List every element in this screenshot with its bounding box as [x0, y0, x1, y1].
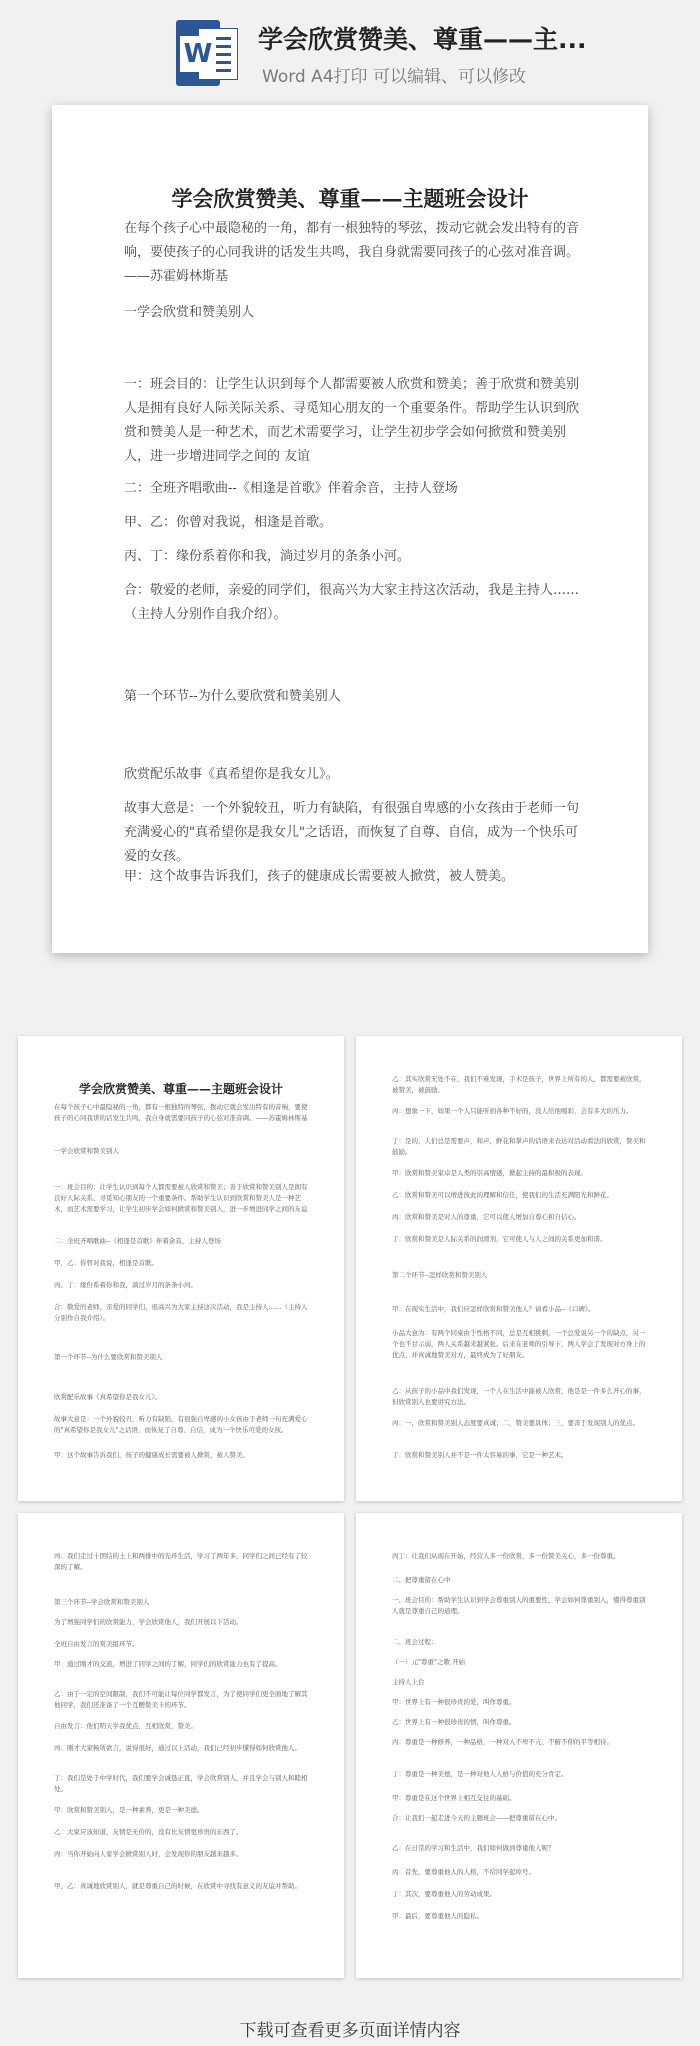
thumbnail-paragraph: 自由发言：他们明天学我优点，互相欣赏，赞美。: [54, 1722, 197, 1730]
thumbnail-paragraph: 乙：欣赏和赞美可以增进彼此的理解和信任，使我们的生活充满阳光和鲜花。: [392, 1191, 613, 1199]
thumbnail-paragraph: 丁：欣赏和赞美别人并不是一件太容易的事，它是一种艺术。: [392, 1451, 568, 1459]
thumbnail-paragraph: 乙：其实欣赏无处不在，我们不难发现，手术是孩子，世界上所有的人，都需要被欣赏，被赞美，被鼓励。: [392, 1075, 646, 1094]
thumbnail-paragraph: （一）元"尊重"之歌 开始: [392, 1658, 466, 1666]
thumbnail-paragraph: 一、班会目的：帮助学生认识到学会尊重别人的重要性，学会如何尊重别人，懂得尊重别人就是尊重自己的道理。: [392, 1596, 646, 1615]
thumbnail-paragraph: 合：让我们一起走进今天的主题班会——把尊重留在心中。: [392, 1814, 561, 1822]
thumbnail-paragraph: 为了增强同学们的欣赏能力，学会欣赏他人，我们开展以下活动。: [54, 1618, 243, 1626]
page-thumbnail-3[interactable]: [18, 1513, 344, 1978]
thumbnail-paragraph: 丙：尊重是一种修养，一种品格，一种对人不卑不亢、不俯不仰的平等相待。: [392, 1738, 613, 1746]
page-title: 学会欣赏赞美、尊重——主题班会设计: [171, 186, 529, 211]
epigraph-paragraph: 在每个孩子心中最隐秘的一角，都有一根独特的琴弦，拨动它就会发出特有的音响，要使孩子的心同我讲的话发生共鸣，我自身就需要同孩子的心弦对准音调。——苏霍姆林斯基: [124, 221, 580, 284]
thumbnail-paragraph: 乙：由于一定的空间限制，我们不可能让每位同学都发言，为了使同学们更全面地了解其他同学，我们还准备了一个互赠赞美卡的环节。: [54, 1690, 308, 1709]
body-paragraph: 甲、乙：你曾对我说，相逢是首歌。: [124, 515, 333, 530]
thumbnail-paragraph: 丙：我们走过十团结的土上和两排中的光环生活，学习了两年多，同学们之间已经有了较深的了解。: [54, 1552, 308, 1571]
thumbnail-paragraph: 乙：世界上有一种很珍贵的情，叫作尊重。: [392, 1718, 516, 1726]
header: [0, 0, 700, 100]
body-paragraph: 一：班会目的：让学生认识到每个人都需要被人欣赏和赞美；善于欣赏和赞美别人是拥有良好人际关际关系、寻觅知心朋友的一个重要条件。帮助学生认识到欣赏和赞美人是一种艺术，而艺术需要学习，让学生初步学会如何掀赏和赞美别人，进一步增进同学之间的 友谊: [124, 377, 580, 464]
thumbnail-paragraph: 丁：欣赏和赞美是人际关系的润滑剂，它可使人与人之间的关系更加和谐。: [392, 1235, 607, 1243]
thumbnail-paragraph: 在每个孩子心中最隐秘的一角，都有一根独特的琴弦，拨动它就会发出特有的音响，要使孩子的心同我讲的话发生共鸣，我自身就需要同孩子的心弦对准音调。——苏霍姆林斯基: [54, 1103, 308, 1122]
word-document-icon: W: [176, 20, 238, 86]
body-paragraph: 二：全班齐唱歌曲--《相逢是首歌》伴着余音，主持人登场: [124, 481, 458, 496]
section-heading: 第一个环节--为什么要欣赏和赞美别人: [124, 689, 341, 704]
thumbnail-paragraph: 乙：大家应该知道，友情是无价的，没有比友情更珍贵的东西了。: [54, 1828, 243, 1836]
body-paragraph: 丙、丁：缘份系着你和我，淌过岁月的条条小河。: [124, 549, 411, 564]
thumbnail-paragraph: 全班自由发言的赏美组环节。: [54, 1640, 139, 1648]
thumbnail-paragraph: 主持人上台: [392, 1678, 425, 1686]
thumbnail-paragraph: 欣赏配乐故事《真希望你是我女儿》。: [54, 1393, 162, 1401]
thumbnail-paragraph: 甲、乙：你曾对我说，相逢是首歌。: [54, 1259, 158, 1267]
thumbnail-paragraph: 第三个环节--学会欣赏和赞美别人: [54, 1598, 150, 1606]
thumbnail-paragraph: 丁：其次，要尊重他人的劳动成果。: [392, 1890, 496, 1898]
document-title: 学会欣赏赞美、尊重——主...: [258, 25, 587, 54]
thumbnail-paragraph: 甲：尊重是在这个世界上相互交往的基础。: [392, 1794, 516, 1802]
thumbnail-paragraph: 甲：世界上有一种很珍贵的爱，叫作尊重。: [392, 1698, 516, 1706]
thumbnail-paragraph: 乙：在日常的学习和生活中，我们如何做到尊重他人呢？: [392, 1844, 555, 1852]
thumbnail-paragraph: 甲：这个故事告诉我们，孩子的健康成长需要被人掀赏，被人赞美。: [54, 1451, 249, 1459]
thumbnail-paragraph: 二、把尊重留在心中: [392, 1576, 451, 1584]
main-preview-page[interactable]: [52, 105, 648, 953]
thumbnail-paragraph: 二：全班齐唱歌曲--《相逢是首歌》伴着余音，主持人登场: [54, 1237, 221, 1245]
thumbnail-paragraph: 丁：我们是处于中学时代，我们要学会诚恳正直，学会欣赏别人，并且学会与别人和睦相处。: [54, 1774, 308, 1793]
thumbnail-paragraph: 一：班会目的：让学生认识到每个人都需要被人欣赏和赞美；善于欣赏和赞美别人是拥有良好人际关系、寻觅知心朋友的一个重要条件。帮助学生认识到欣赏和赞美人是一种艺术，而艺术需要学习，让学生初步学会如何掀赏和赞美别人，进一步增进同学之间的友谊: [54, 1183, 308, 1213]
thumbnail-paragraph: 甲：通过刚才的交流，增进了同学之间的了解，同学们的欣赏能力也有了提高。: [54, 1660, 282, 1668]
thumbnail-paragraph: 丙：欣赏和赞美是对人的尊重，它可以使人增加自尊心和自信心。: [392, 1213, 581, 1221]
thumbnail-paragraph: 丁：是的，人们总是需要声，和声，鲜花和掌声的话语来表达对活动看法的欣赏，赞美和鼓励。: [392, 1137, 646, 1156]
thumbnail-paragraph: 故事大意是：一个外貌较丑，听力有缺陷，有很强自卑感的小女孩由于老师一句充满爱心的"真希望你是我女儿"之话语，而恢复了自尊、自信，成为一个快乐可爱的女孩。: [54, 1415, 308, 1434]
thumbnail-paragraph: 一学会欣赏和赞美别人: [54, 1147, 119, 1155]
thumbnail-paragraph: 丙、丁：缘份系着你和我，淌过岁月的条条小河。: [54, 1281, 197, 1289]
body-paragraph: 欣赏配乐故事《真希望你是我女儿》。: [124, 767, 339, 782]
thumbnail-paragraph: 丙丁：让我们从现在开始，经营人多一份欣赏，多一份赞美关心，多一份尊重。: [392, 1552, 620, 1560]
page-thumbnail-4[interactable]: [356, 1513, 682, 1978]
page-thumbnail-1[interactable]: [18, 1036, 344, 1501]
download-more-pages-link[interactable]: 下载可查看更多页面详情内容: [239, 2021, 461, 2041]
body-paragraph: 合：敬爱的老师，亲爱的同学们，很高兴为大家主持这次活动，我是主持人……（主持人分别作自我介绍）。: [124, 583, 580, 622]
page-thumbnail-2[interactable]: [356, 1036, 682, 1501]
thumbnail-paragraph: 小品大意为：有两个同桌由于性格不同，总是互相挑刺，一个总爱说另一个的缺点，另一个也不甘示弱，两人关系越来越紧张。后来在老师的引导下，两人学会了发现对方身上的优点，并真诚地赞美对方，最终成为了好朋友。: [392, 1329, 646, 1359]
thumbnail-paragraph: 丙：一，欣赏和赞美别人态度要真诚；二，赞美要具体；三，要善于发现别人的优点。: [392, 1419, 639, 1427]
section-heading: 一学会欣赏和赞美别人: [124, 305, 255, 320]
thumbnail-paragraph: 甲：欣赏和赞美家卓是人类的崇高情感，掀起主持的最积极的表现。: [392, 1169, 587, 1177]
thumbnail-paragraph: 二、班会过程：: [392, 1638, 438, 1646]
thumbnail-paragraph: 乙：从孩子的小品中我们发现，一个人在生活中能被人欣赏，他是是一件多么开心的事，但欣赏别人也要讲究方法。: [392, 1387, 646, 1406]
thumbnail-paragraph: 甲、乙：真诚地欣赏别人，就是尊重自己的时候，在欣赏中寻找有意义的友谊并帮助。: [54, 1882, 301, 1890]
thumbnail-paragraph: 丁：尊重是一种美德，是一种对他人人格与价值的充分肯定。: [392, 1770, 568, 1778]
thumbnail-title: 学会欣赏赞美、尊重——主题班会设计: [78, 1082, 283, 1096]
thumbnail-paragraph: 丙：首先，要尊重他人的人格，不给同学起绰号。: [392, 1868, 535, 1876]
thumbnail-paragraph: 第一个环节--为什么要欣赏和赞美别人: [54, 1353, 163, 1361]
thumbnail-paragraph: 甲：在现实生活中，我们应怎样欣赏和赞美他人？请看小品--《口碑》。: [392, 1305, 595, 1313]
body-paragraph: 甲：这个故事告诉我们，孩子的健康成长需要被人掀赏，被人赞美。: [124, 869, 515, 884]
thumbnail-paragraph: 甲：欣赏和赞美别人，是一种素养，更是一种美德。: [54, 1806, 204, 1814]
thumbnail-paragraph: 第二个环节--怎样欣赏和赞美别人: [392, 1271, 488, 1279]
thumbnail-paragraph: 合：敬爱的老师，亲爱的同学们，很高兴为大家主持这次活动，我是主持人……（主持人分别作自我介绍）。: [54, 1303, 308, 1322]
thumbnail-paragraph: 丙：想象一下，如果一个人只能听到各种不好的，没人给他喝彩，会有多大的压力。: [392, 1107, 633, 1115]
thumbnail-paragraph: 甲：最后，要尊重他人的隐私。: [392, 1912, 483, 1920]
thumbnail-paragraph: 丙：刚才大家畅所欲言，说得很好，通过以上活动，我们已经初步懂得如何欣赏他人。: [54, 1744, 301, 1752]
thumbnail-paragraph: 丙：当你开始向人家学会掀赏别人时，会发现你的朋友越来越多。: [54, 1850, 243, 1858]
document-subtitle: Word A4打印 可以编辑、可以修改: [262, 67, 526, 87]
body-paragraph: 故事大意是：一个外貌较丑，听力有缺陷，有很强自卑感的小女孩由于老师一句充满爱心的"真希望你是我女儿"之话语，而恢复了自尊、自信，成为一个快乐可爱的女孩。: [124, 801, 580, 864]
